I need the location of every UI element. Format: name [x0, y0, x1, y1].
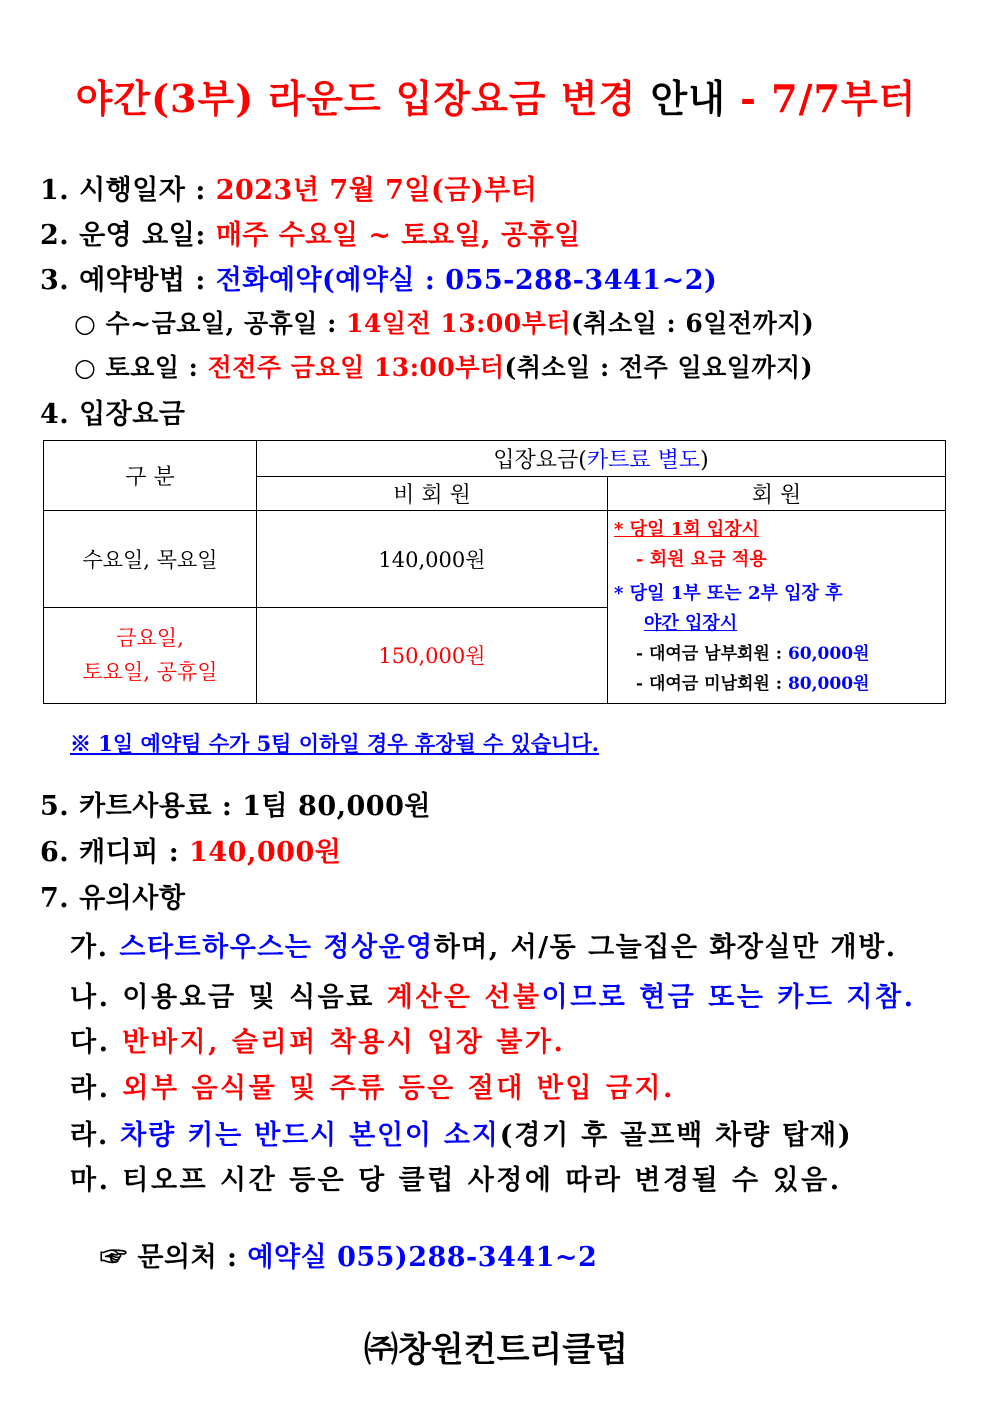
item-reservation: 3. 예약방법 : 전화예약(예약실 : 055-288-3441~2)	[40, 265, 718, 296]
caution-ga: 가. 스타트하우스는 정상운영하며, 서/동 그늘집은 화장실만 개방.	[70, 932, 897, 963]
title-main: 야간(3부) 라운드 입장요금 변경	[75, 76, 637, 121]
contact-line: ☞ 문의처 : 예약실 055)288-3441~2	[100, 1242, 598, 1273]
caution-ra2: 라. 차량 키는 반드시 본인이 소지(경기 후 골프백 차량 탑재)	[70, 1120, 853, 1151]
company-name: ㈜창원컨트리클럽	[364, 1330, 628, 1370]
fee-table	[43, 440, 946, 704]
title-notice: 안내	[636, 76, 741, 121]
header-nonmember: 비 회 원	[257, 477, 608, 511]
item-cart-fee: 5. 카트사용료 : 1팀 80,000원	[40, 791, 431, 822]
item-start-date: 1. 시행일자 : 2023년 7월 7일(금)부터	[40, 175, 538, 206]
header-category: 구 분	[44, 441, 257, 511]
closure-notice: ※ 1일 예약팀 수가 5팀 이하일 경우 휴장될 수 있습니다.	[70, 731, 600, 756]
caution-na: 나. 이용요금 및 식음료 계산은 선불이므로 현금 또는 카드 지참.	[70, 982, 916, 1013]
item-cautions-heading: 7. 유의사항	[40, 883, 186, 914]
title-date: - 7/7부터	[740, 76, 917, 121]
row-wed-thu-price: 140,000원	[257, 511, 608, 608]
item-caddie-fee: 6. 캐디피 : 140,000원	[40, 837, 342, 868]
item-fees-heading: 4. 입장요금	[40, 399, 186, 430]
row-fri-sat-label: 금요일, 토요일, 공휴일	[44, 607, 257, 704]
item-reservation-weekday: ○ 수~금요일, 공휴일 : 14일전 13:00부터(취소일 : 6일전까지)	[74, 309, 815, 338]
table-header-row	[44, 441, 946, 477]
caution-ra: 라. 외부 음식물 및 주류 등은 절대 반입 금지.	[70, 1073, 675, 1104]
member-note: * 당일 1회 입장시 - 회원 요금 적용 * 당일 1부 또는 2부 입장 후 야간 입장시 - 대여금 남부회원 : 60,000원 - 대여금 미남회원 : 80,000원	[608, 511, 946, 704]
header-fee: 입장요금(카트료 별도)	[257, 441, 946, 477]
row-fri-sat-price: 150,000원	[257, 607, 608, 704]
caution-da: 다. 반바지, 슬리퍼 착용시 입장 불가.	[70, 1027, 566, 1058]
table-row	[44, 511, 946, 608]
item-reservation-saturday: ○ 토요일 : 전전주 금요일 13:00부터(취소일 : 전주 일요일까지)	[74, 353, 814, 382]
row-wed-thu-label: 수요일, 목요일	[44, 511, 257, 608]
item-operating-days: 2. 운영 요일: 매주 수요일 ~ 토요일, 공휴일	[40, 220, 581, 251]
header-member: 회 원	[608, 477, 946, 511]
caution-ma: 마. 티오프 시간 등은 당 클럽 사정에 따라 변경될 수 있음.	[70, 1165, 842, 1196]
page-title	[0, 68, 992, 123]
